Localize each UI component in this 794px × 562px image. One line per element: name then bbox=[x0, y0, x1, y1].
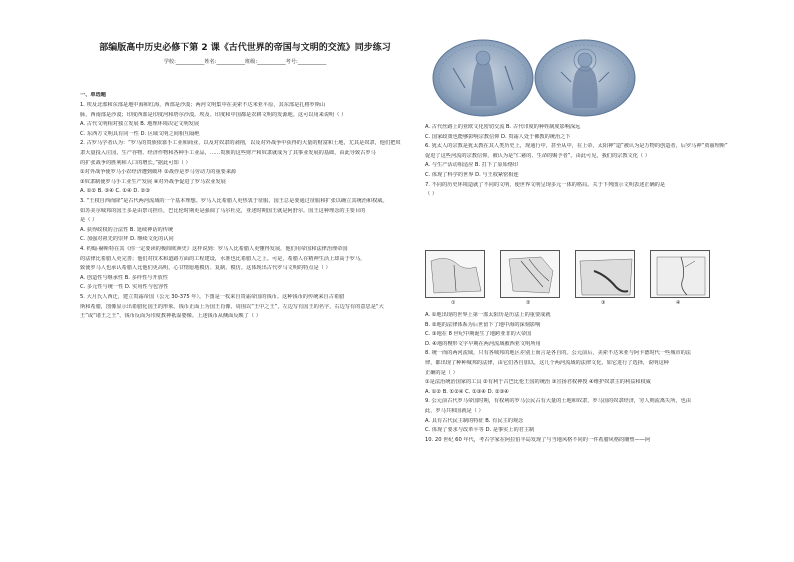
question-line: 2. 古罗马学者认为：“罗马的贵族依靠手工业和商业，以及对奴隶的剥削，以及对外战争中获得的大量的财富和土地，尤其是奴隶，他们把奴 bbox=[80, 140, 401, 147]
question-line: 隶大量投入庄园，生产谷物、经济作物和各种手工业品，……贵族的这些财产和奴隶就成为了其事业发展的基础，由此导致古罗马 bbox=[80, 150, 376, 156]
question-line: 致使罗马人也承认希腊人比他们更高明，心甘情愿地模仿、复制、模仿。这体现出古代罗马文明的特点是（ ） bbox=[80, 265, 331, 272]
page-title: 部编版高中历史必修下第 2 课《古代世界的帝国与文明的交流》同步练习 bbox=[99, 43, 391, 53]
student-info-line: 学校:___________姓名:___________班级:___________考号:___________ bbox=[163, 59, 327, 65]
question-line: ①对外战争使罗马小农经济遭到破坏 ②战俘是罗马劳动力的重要来源 bbox=[80, 169, 237, 176]
question-line: 律，都出现了种种城邦的法律，由它们各自加以，这几个两河流域的法律文化，如它进行了选择，说明这种 bbox=[425, 360, 669, 366]
question-line: A. 古代丝路上的亚欧文化密切交流 B. 古代印度的种姓制度影响深远 bbox=[425, 124, 581, 130]
question-line: 9. 公元前古代罗马帝国时期，有权利的罗马公民占有大量的土地和奴隶，罗马国的奴隶经济，穷人则流离失所，也由 bbox=[425, 398, 691, 405]
question-line: A. 与生产活动相适应 B. 打下了原始烙印 bbox=[425, 162, 519, 169]
map-3 bbox=[575, 250, 635, 298]
kushan-coin-image bbox=[425, 38, 655, 118]
question-line: 斯和希腊，图像显示出希腊化国王的形象。钱币正面上为国王肖像，周围以“王中之王”，左边写有国王的名字，右边写有的意思是“大 bbox=[80, 303, 384, 310]
question-line: A. 古代文明相对独立发展 B. 地理环境决定文明发展 bbox=[80, 121, 200, 128]
coin-obverse bbox=[433, 40, 533, 116]
question-line: 5. 大月氏人西迁，建立贵霜帝国（公元 30-375 年）。下图是一枚来自贵霜帝国的钱币。这种钱币的传统来自古希腊 bbox=[80, 294, 345, 300]
question-line: A. ①② B. ①②④ C. ①③④ D. ②③④ bbox=[425, 388, 509, 395]
question-line: （ ） bbox=[425, 191, 438, 198]
question-line: 的扩张战争的胜利和人口的增长。”据此可知（ ） bbox=[80, 159, 191, 166]
question-line: 6. 犹太人的宗教是犹太教在其人类历史上，现通行中，甚至从中，在上帝，太阳神“造”被认为是万物的创造者，后罗马神“贾丽理斯” bbox=[425, 143, 728, 150]
question-line: C. ③地在 8 世纪中期诞生了地跨亚非的大帝国 bbox=[425, 331, 532, 338]
map-label-1: ① bbox=[451, 300, 456, 306]
question-line: 正确的是（ ） bbox=[425, 369, 458, 376]
question-line: C. 体现了科学的世界 D. 与王权紧密相连 bbox=[425, 172, 519, 178]
map-1 bbox=[425, 250, 485, 298]
question-line: B. ②地的法律体系为后世留下了地中海的深刻影响 bbox=[425, 321, 541, 328]
question-line: 脉，西南部是沙漠；印度西部是印度河和塔尔沙漠。埃及、印度和中国都是农耕文明的发源地。这可以用来说明（ ） bbox=[80, 111, 347, 118]
question-line: 促进了这些河流的宗教信仰，被认为是“仁慈的、生命的赐予者”。由此可见，我们的宗教文化（ ） bbox=[425, 152, 650, 159]
question-line: 3. “王权自西而降”是古代两河流域的一个基本理想。罗马人比希腊人更热衷于征服，国王总是要通过征服和扩张以确立其统治和权威。 bbox=[80, 198, 388, 204]
map-4 bbox=[650, 250, 710, 298]
question-line: 7. 不同的历史环境造就了不同的文明，使世界文明呈现多元一体的格局。关于下列图示文明表述正确的是 bbox=[425, 181, 666, 188]
question-line: C. 国家政策也能够影响宗教信仰 D. 贵霜人处于佛教的统治之下 bbox=[425, 133, 571, 140]
question-line: 的法律比希腊人更完善；他们对技术和道路方面的工程建设，水准也比希腊人之上。可是，希腊人在精神生活上却高于罗马， bbox=[80, 255, 366, 262]
question-line: C. 加强对祖先的崇拜 D. 继续文化的认同 bbox=[80, 236, 174, 243]
question-line: A. 获得政权的合法性 B. 延续神话的传统 bbox=[80, 226, 174, 233]
question-line: A. ①② B. ③④ C. ①④ D. ②③ bbox=[80, 188, 150, 195]
question-line: C. 体现了要求与改革平等 D. 是事实上的君主制 bbox=[425, 427, 535, 434]
coin-reverse bbox=[535, 40, 635, 116]
question-line: C. 多元性与统一性 D. 实用性与包容性 bbox=[80, 284, 169, 291]
question-line: D. ④地的楔形文字早期在两河流域被西亚文明所用 bbox=[425, 340, 541, 347]
map-2 bbox=[500, 250, 560, 298]
question-line: 此，罗马共和国就是（ ） bbox=[425, 408, 484, 414]
map-label-2: ② bbox=[526, 300, 531, 306]
question-line: 王”或“诸王之王”，钱币反面为印度教神祇湿婆像。上述钱币从侧面反映了（ ） bbox=[80, 313, 261, 320]
map-label-4: ④ bbox=[676, 300, 681, 306]
question-line: A. 创造性与继承性 B. 多样性与开放性 bbox=[80, 274, 168, 281]
question-line: ③奴隶制使罗马手工业生产发展 ④对外战争促进了罗马农业发展 bbox=[80, 178, 226, 185]
question-line: 8. 统一而的两河流域，只有各城邦的地区差别上而言是各自的。公元前后，美索不达米亚与阿卡德时代一些城市的法 bbox=[425, 350, 691, 357]
question-line: 是（ ） bbox=[80, 217, 98, 224]
question-line: 如苏美尔城邦的国王多是由祭司担任，巴比伦时期更是强调了马尔杜克，亚述时期国王就是阿舒尔。国王这种理念的主要目的 bbox=[80, 207, 366, 214]
civilization-maps bbox=[425, 250, 715, 305]
map-label-3: ③ bbox=[601, 300, 606, 306]
question-line: ①是法治统治国家的工具 ②有利于古巴比伦王国的统治 ③宣扬君权神授 ④维护奴隶主的利益和权威 bbox=[425, 379, 651, 386]
question-line: C. 东西方文明具有同一性 D. 区域文明之间相互隔绝 bbox=[80, 130, 200, 137]
question-line: A. ①地出现的世界上第一部太阳历是历法上的重要成就 bbox=[425, 312, 551, 318]
question-line: 1. 埃及北部和东部是地中海和红海，西部是沙漠；两河文明集中在美索不达米亚平原，其东部是扎格罗斯山 bbox=[80, 102, 326, 108]
question-line: 4. 约翰·赫斯特在其《你一定要读的极简欧洲史》这样说到：罗马人比希腊人更懂得发展，他们用帝国和法律治理帝国 bbox=[80, 246, 348, 252]
section-heading: 一、单选题 bbox=[80, 92, 106, 98]
question-line: 10. 20 世纪 60 年代，考古学家在阿拉伯半岛发现了与当地风格不同的一件希腊风格的雕塑——阿 bbox=[425, 436, 651, 443]
question-line: A. 具有古代民主制的特征 B. 有民主的观念 bbox=[425, 417, 524, 424]
